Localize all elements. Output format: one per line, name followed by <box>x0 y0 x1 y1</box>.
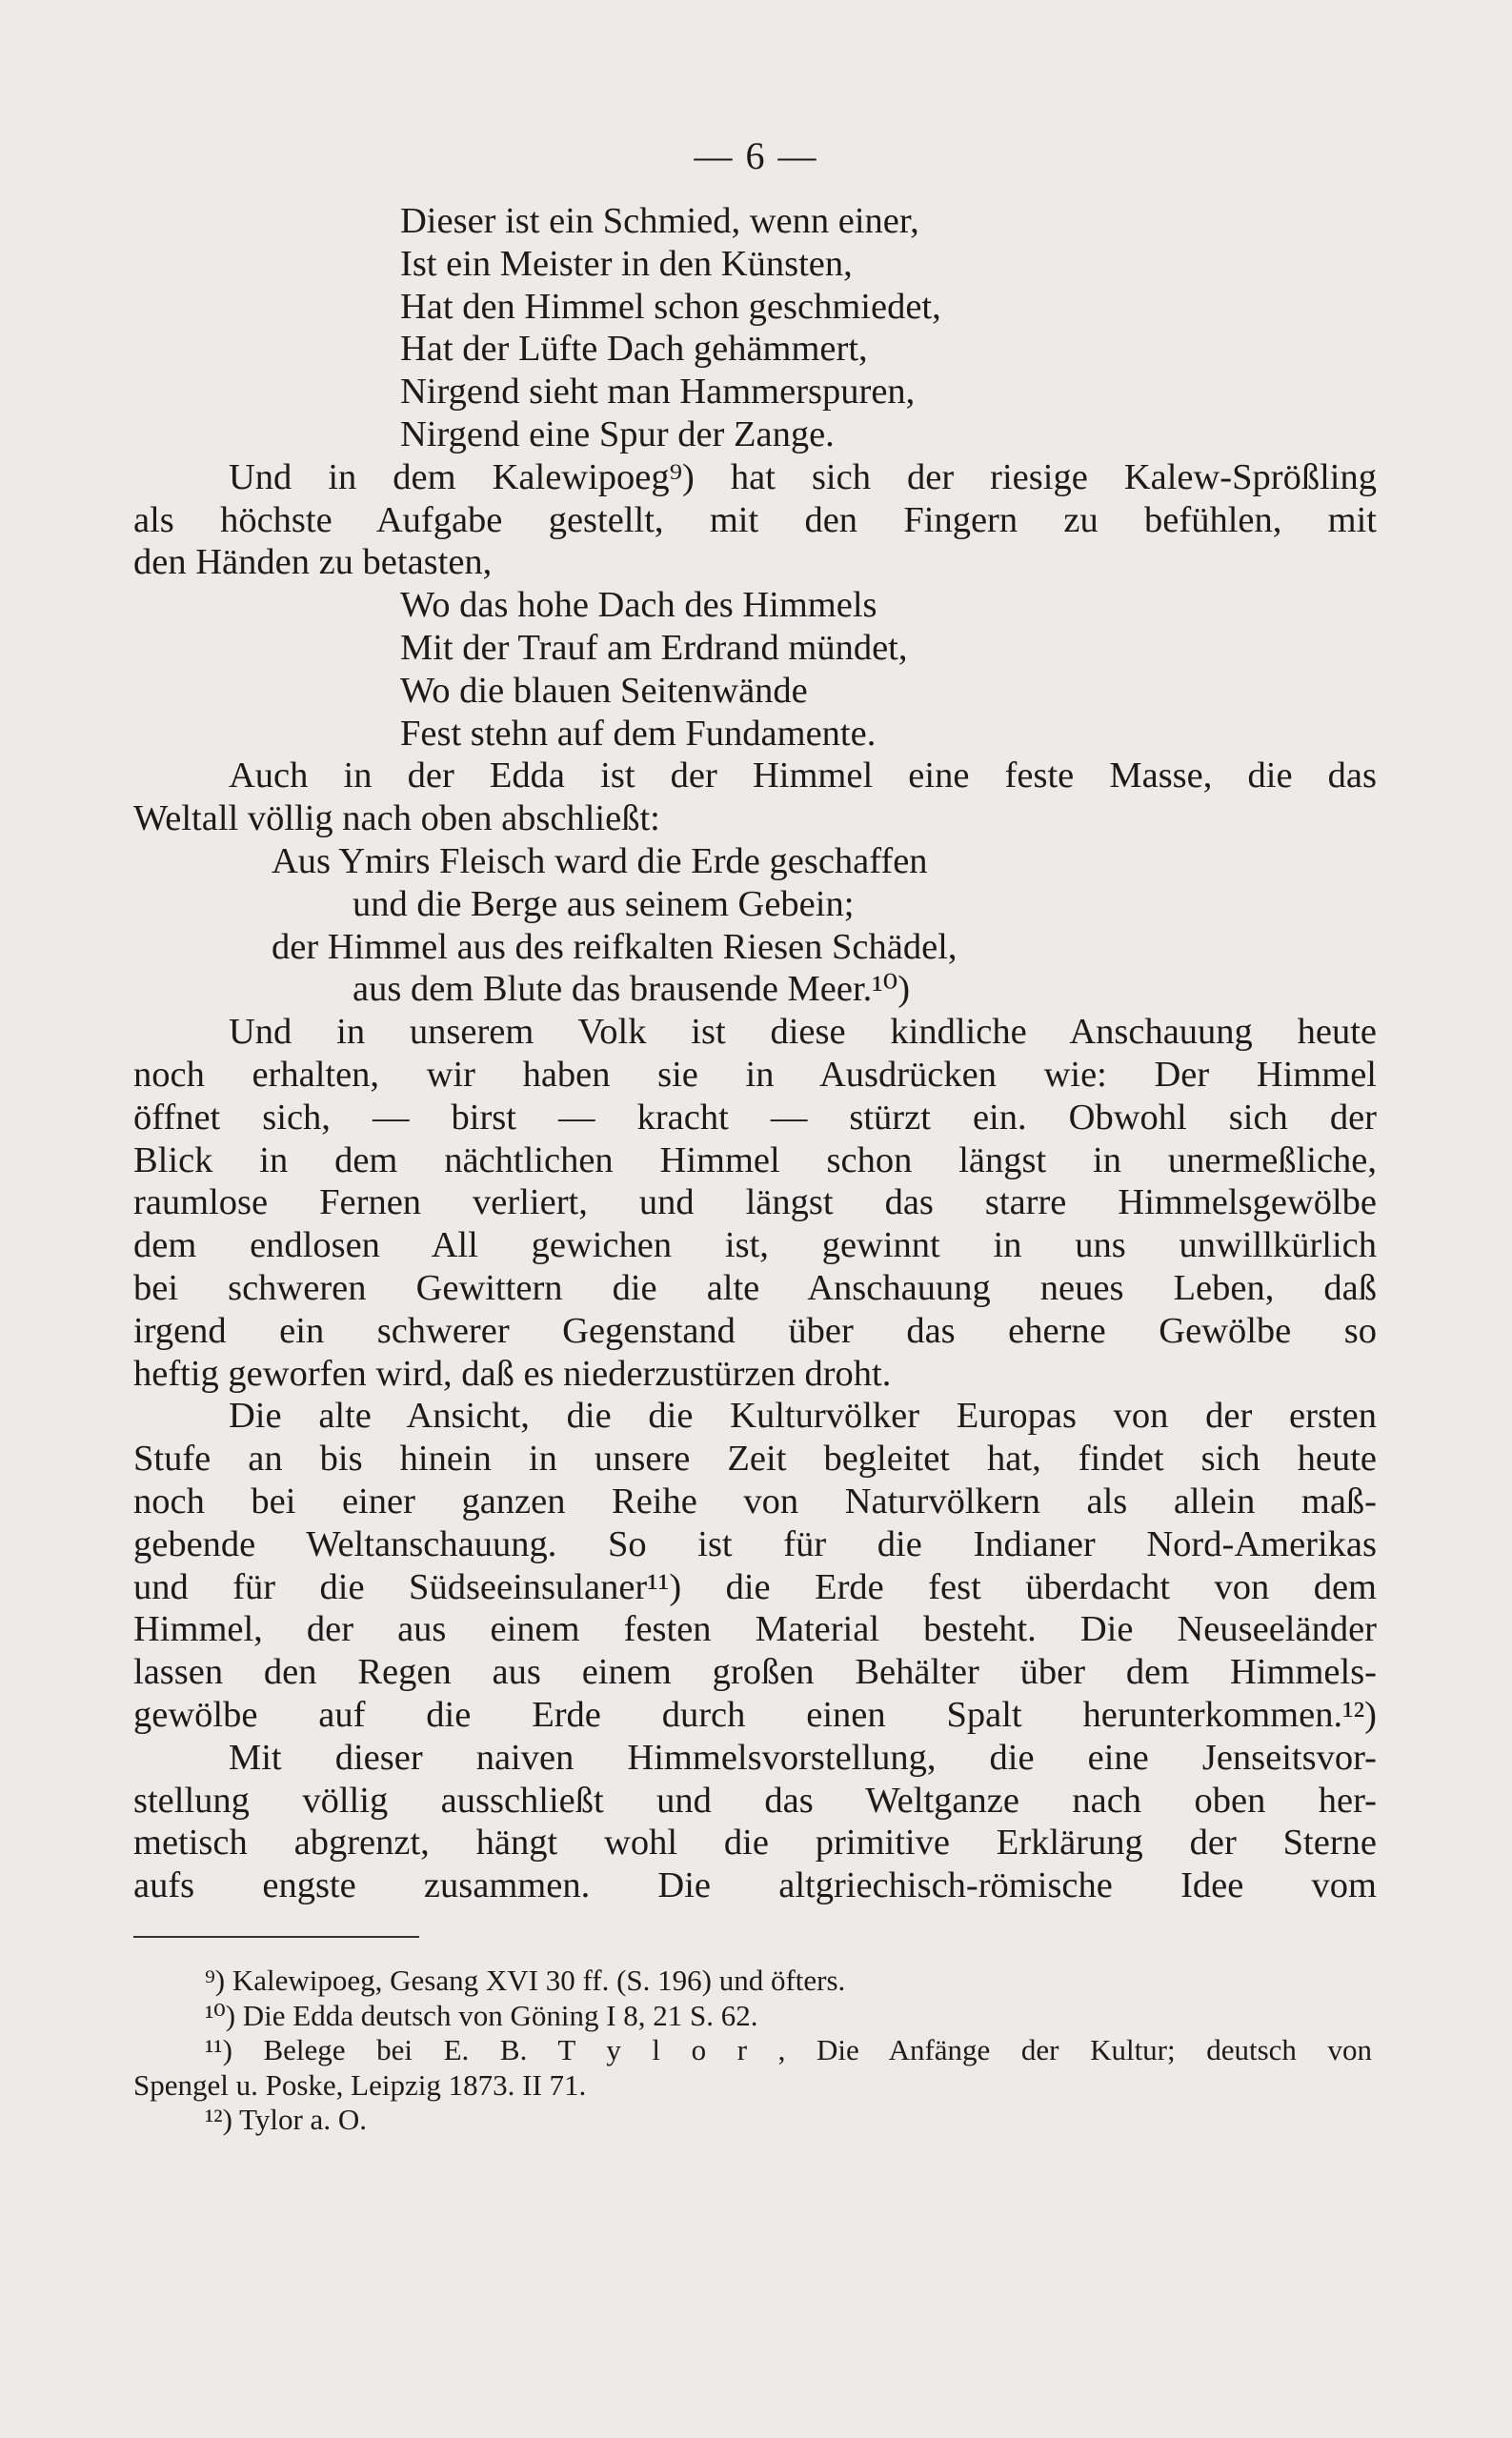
text-line: öffnet sich, — birst — kracht — stürzt ein. Obwohl sich der <box>133 1097 1377 1138</box>
text-line: raumlose Fernen verliert, und längst das starre Himmelsgewölbe <box>133 1182 1377 1223</box>
text-line: Hat den Himmel schon geschmiedet, <box>400 286 941 327</box>
text-line: metisch abgrenzt, hängt wohl die primitive Erklärung der Sterne <box>133 1823 1377 1864</box>
text-line: Nirgend eine Spur der Zange. <box>400 414 835 454</box>
text-line: Weltall völlig nach oben abschließt: <box>133 798 660 839</box>
footnote-separator <box>133 1936 419 1938</box>
footnote-line: ¹¹) Belege bei E. B. T y l o r , Die Anfänge der Kultur; deutsch von <box>205 2033 1372 2066</box>
text-line: und für die Südseeinsulaner¹¹) die Erde fest überdacht von dem <box>133 1566 1377 1607</box>
text-line: irgend ein schwerer Gegenstand über das eherne Gewölbe so <box>133 1310 1377 1351</box>
footnote-line: ¹²) Tylor a. O. <box>205 2103 367 2136</box>
text-line: bei schweren Gewittern die alte Anschauung neues Leben, daß <box>133 1268 1377 1308</box>
text-line: Hat der Lüfte Dach gehämmert, <box>400 329 868 370</box>
footnote-line: Spengel u. Poske, Leipzig 1873. II 71. <box>133 2067 587 2102</box>
text-line: und die Berge aus seinem Gebein; <box>353 883 855 924</box>
text-line: dem endlosen All gewichen ist, gewinnt in uns unwillkürlich <box>133 1225 1377 1266</box>
text-line: noch erhalten, wir haben sie in Ausdrücken wie: Der Himmel <box>133 1055 1377 1095</box>
text-line: gewölbe auf die Erde durch einen Spalt herunterkommen.¹²) <box>133 1695 1377 1735</box>
text-line: Wo die blauen Seitenwände <box>400 670 808 711</box>
text-line: Mit der Trauf am Erdrand mündet, <box>400 628 908 668</box>
text-line: Und in dem Kalewipoeg⁹) hat sich der riesige Kalew-Sprößling <box>229 456 1377 497</box>
text-line: Und in unserem Volk ist diese kindliche Anschauung heute <box>229 1012 1377 1053</box>
footnote-line: ⁹) Kalewipoeg, Gesang XVI 30 ff. (S. 196) und öfters. <box>205 1964 846 1997</box>
text-line: Dieser ist ein Schmied, wenn einer, <box>400 201 919 241</box>
text-line: aus dem Blute das brausende Meer.¹⁰) <box>353 969 911 1010</box>
text-line: Ist ein Meister in den Künsten, <box>400 243 853 284</box>
text-line: Nirgend sieht man Hammerspuren, <box>400 372 916 413</box>
text-line: Wo das hohe Dach des Himmels <box>400 585 877 626</box>
text-line: Mit dieser naiven Himmelsvorstellung, die eine Jenseitsvor- <box>229 1737 1377 1778</box>
text-line: Auch in der Edda ist der Himmel eine feste Masse, die das <box>229 756 1377 796</box>
text-line: als höchste Aufgabe gestellt, mit den Fingern zu befühlen, mit <box>133 499 1377 540</box>
text-line: der Himmel aus des reifkalten Riesen Schädel, <box>272 926 958 967</box>
text-line: heftig geworfen wird, daß es niederzustürzen droht. <box>133 1353 892 1394</box>
footnote-line: ¹⁰) Die Edda deutsch von Göning I 8, 21 S. 62. <box>205 1998 758 2032</box>
text-line: gebende Weltanschauung. So ist für die Indianer Nord-Amerikas <box>133 1523 1377 1564</box>
text-line: noch bei einer ganzen Reihe von Naturvölkern als allein maß- <box>133 1481 1377 1521</box>
text-line: stellung völlig ausschließt und das Weltganze nach oben her- <box>133 1780 1377 1821</box>
text-line: den Händen zu betasten, <box>133 542 493 583</box>
text-line: Stufe an bis hinein in unsere Zeit begleitet hat, findet sich heute <box>133 1439 1377 1480</box>
page-number: — 6 — <box>694 134 818 177</box>
text-line: Die alte Ansicht, die die Kulturvölker Europas von der ersten <box>229 1396 1377 1437</box>
text-line: Blick in dem nächtlichen Himmel schon längst in unermeßliche, <box>133 1139 1377 1180</box>
text-line: aufs engste zusammen. Die altgriechisch-römische Idee vom <box>133 1865 1377 1906</box>
text-line: lassen den Regen aus einem großen Behälter über dem Himmels- <box>133 1652 1377 1693</box>
text-line: Himmel, der aus einem festen Material besteht. Die Neuseeländer <box>133 1609 1377 1650</box>
text-line: Aus Ymirs Fleisch ward die Erde geschaffen <box>272 841 928 881</box>
text-line: Fest stehn auf dem Fundamente. <box>400 713 877 754</box>
